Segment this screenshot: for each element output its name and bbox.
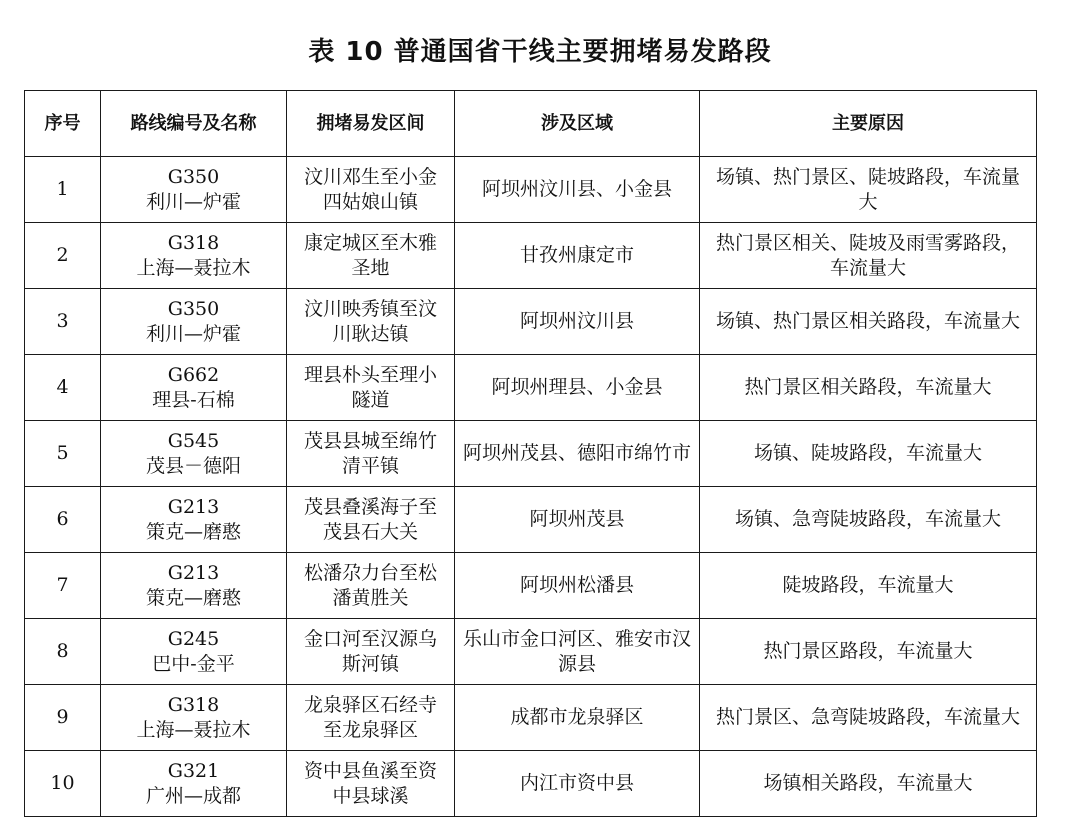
header-section: 拥堵易发区间 (287, 91, 455, 157)
table-row (25, 223, 1037, 289)
table-row (25, 487, 1037, 553)
table-row (25, 421, 1037, 487)
route-code: G213 (167, 561, 220, 584)
cell-region: 成都市龙泉驿区 (455, 685, 700, 751)
route-name: 利川—炉霍 (145, 190, 241, 213)
route-name: 茂县－德阳 (145, 454, 241, 477)
cell-reason: 热门景区、急弯陡坡路段，车流量大 (700, 685, 1037, 751)
route-name: 巴中-金平 (152, 652, 235, 675)
header-no: 序号 (25, 91, 101, 157)
route-code: G213 (167, 495, 220, 518)
cell-route (101, 421, 287, 487)
cell-route (101, 685, 287, 751)
cell-no: 6 (25, 487, 101, 553)
cell-reason: 场镇、热门景区、陡坡路段，车流量大 (700, 157, 1037, 223)
cell-section: 金口河至汉源乌斯河镇 (287, 619, 455, 685)
route-name: 广州—成都 (145, 784, 241, 807)
route-name: 理县-石棉 (152, 388, 235, 411)
route-code: G545 (167, 429, 220, 452)
cell-region: 阿坝州汶川县 (455, 289, 700, 355)
cell-no: 3 (25, 289, 101, 355)
cell-route (101, 289, 287, 355)
route-name: 上海—聂拉木 (136, 256, 251, 279)
cell-route (101, 223, 287, 289)
cell-no: 10 (25, 751, 101, 817)
cell-region: 阿坝州汶川县、小金县 (455, 157, 700, 223)
cell-section: 汶川邓生至小金四姑娘山镇 (287, 157, 455, 223)
cell-no: 9 (25, 685, 101, 751)
route-code: G350 (167, 297, 220, 320)
cell-route (101, 553, 287, 619)
cell-no: 1 (25, 157, 101, 223)
cell-section: 理县朴头至理小隧道 (287, 355, 455, 421)
cell-region: 阿坝州茂县、德阳市绵竹市 (455, 421, 700, 487)
header-reason: 主要原因 (700, 91, 1037, 157)
cell-reason: 陡坡路段，车流量大 (700, 553, 1037, 619)
cell-route (101, 487, 287, 553)
cell-no: 4 (25, 355, 101, 421)
cell-no: 5 (25, 421, 101, 487)
cell-section: 茂县县城至绵竹清平镇 (287, 421, 455, 487)
cell-section: 资中县鱼溪至资中县球溪 (287, 751, 455, 817)
route-code: G350 (167, 165, 220, 188)
cell-route (101, 157, 287, 223)
cell-route (101, 751, 287, 817)
route-code: G321 (167, 759, 220, 782)
cell-region: 乐山市金口河区、雅安市汉源县 (455, 619, 700, 685)
table-row (25, 553, 1037, 619)
cell-region: 甘孜州康定市 (455, 223, 700, 289)
cell-section: 松潘尕力台至松潘黄胜关 (287, 553, 455, 619)
route-name: 策克—磨憨 (145, 586, 241, 609)
cell-region: 内江市资中县 (455, 751, 700, 817)
cell-reason: 热门景区相关路段，车流量大 (700, 355, 1037, 421)
cell-no: 2 (25, 223, 101, 289)
table-row (25, 157, 1037, 223)
cell-route (101, 355, 287, 421)
cell-region: 阿坝州茂县 (455, 487, 700, 553)
cell-no: 7 (25, 553, 101, 619)
header-route: 路线编号及名称 (101, 91, 287, 157)
cell-reason: 热门景区相关、陡坡及雨雪雾路段，车流量大 (700, 223, 1037, 289)
header-region: 涉及区域 (455, 91, 700, 157)
cell-reason: 热门景区路段，车流量大 (700, 619, 1037, 685)
table-row (25, 355, 1037, 421)
cell-region: 阿坝州理县、小金县 (455, 355, 700, 421)
cell-section: 汶川映秀镇至汶川耿达镇 (287, 289, 455, 355)
route-name: 利川—炉霍 (145, 322, 241, 345)
congestion-table (24, 90, 1037, 817)
cell-no: 8 (25, 619, 101, 685)
cell-section: 茂县叠溪海子至茂县石大关 (287, 487, 455, 553)
route-code: G318 (167, 693, 220, 716)
table-row (25, 685, 1037, 751)
cell-reason: 场镇、急弯陡坡路段，车流量大 (700, 487, 1037, 553)
table-row (25, 289, 1037, 355)
table-row (25, 751, 1037, 817)
table-header-row (25, 91, 1037, 157)
table-row (25, 619, 1037, 685)
route-code: G318 (167, 231, 220, 254)
cell-reason: 场镇相关路段，车流量大 (700, 751, 1037, 817)
cell-section: 龙泉驿区石经寺至龙泉驿区 (287, 685, 455, 751)
cell-reason: 场镇、热门景区相关路段，车流量大 (700, 289, 1037, 355)
cell-section: 康定城区至木雅圣地 (287, 223, 455, 289)
route-name: 策克—磨憨 (145, 520, 241, 543)
route-code: G245 (167, 627, 220, 650)
cell-region: 阿坝州松潘县 (455, 553, 700, 619)
route-code: G662 (167, 363, 220, 386)
page-title: 表 10 普通国省干线主要拥堵易发路段 (308, 37, 772, 67)
cell-route (101, 619, 287, 685)
route-name: 上海—聂拉木 (136, 718, 251, 741)
cell-reason: 场镇、陡坡路段，车流量大 (700, 421, 1037, 487)
